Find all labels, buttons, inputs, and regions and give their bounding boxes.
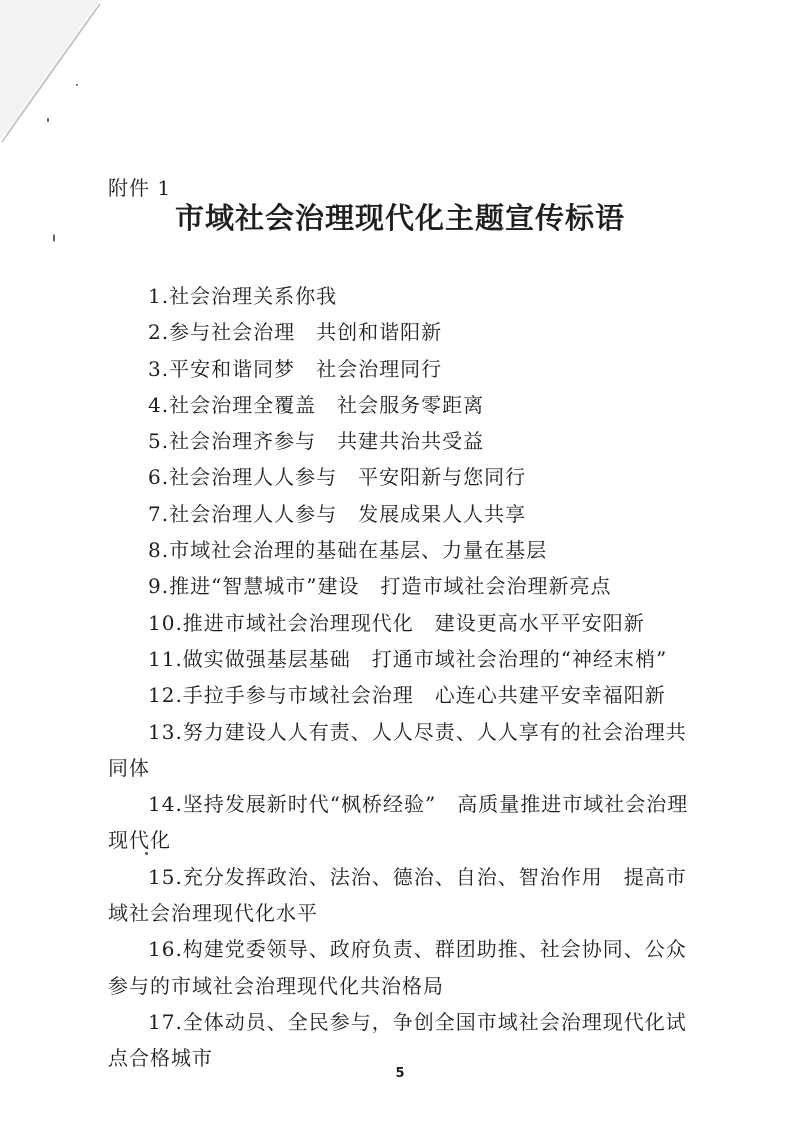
slogan-item: 7.社会治理人人参与 发展成果人人共享 [148,501,527,526]
document-title: 市域社会治理现代化主题宣传标语 [174,201,625,235]
slogan-item: 17.全体动员、全民参与，争创全国市域社会治理现代化试点合格城市 [108,1009,687,1071]
slogan-item: 1.社会治理关系你我 [148,284,338,308]
slogan-item: 16.构建党委领导、政府负责、群团助推、社会协同、公众参与的市域社会治理现代化共治格局 [108,937,687,998]
slogan-item: 5.社会治理齐参与 共建共治共受益 [148,429,485,454]
scan-speck [47,118,49,122]
slogan-item: 15.充分发挥政治、法治、德治、自治、智治作用 提高市域社会治理现代化水平 [108,864,687,926]
slogan-item: 9.推进“智慧城市”建设 打造市域社会治理新亮点 [148,574,612,599]
slogan-item: 14.坚持发展新时代“枫桥经验” 高质量推进市域社会治理现代化 [108,792,689,853]
slogan-item: 11.做实做强基层基础 打通市域社会治理的“神经末梢” [148,646,668,671]
page-fold-mark [0,0,110,150]
slogan-item: 8.市域社会治理的基础在基层、力量在基层 [148,538,548,563]
slogan-item: 3.平安和谐同梦 社会治理同行 [148,356,443,381]
page-number: 5 [395,1066,405,1081]
slogan-item: 4.社会治理全覆盖 社会服务零距离 [148,392,485,417]
scan-speck [76,84,78,86]
slogan-item: 10.推进市域社会治理现代化 建设更高水平平安阳新 [148,610,645,635]
slogan-item: 13.努力建设人人有责、人人尽责、人人享有的社会治理共同体 [108,719,687,780]
attachment-label: 附件 1 [108,176,172,200]
slogan-item: 2.参与社会治理 共创和谐阳新 [148,320,443,345]
slogan-item: 12.手拉手参与市域社会治理 心连心共建平安幸福阳新 [148,683,666,708]
slogan-list [108,278,698,1077]
slogan-item: 6.社会治理人人参与 平安阳新与您同行 [148,465,527,490]
